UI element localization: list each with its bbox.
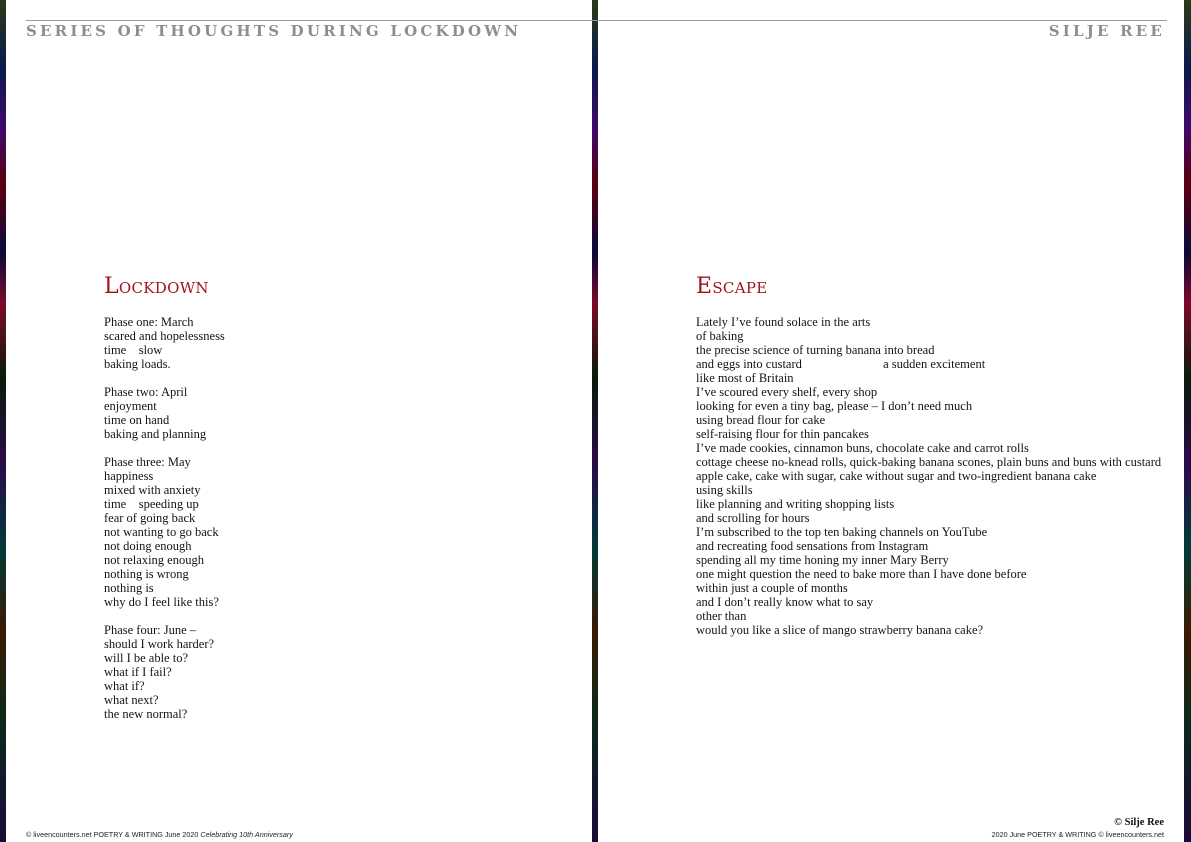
poem-line: self-raising flour for thin pancakes: [696, 427, 869, 441]
stanza: [104, 623, 584, 721]
poem-line: happiness: [104, 469, 154, 483]
poem-line: not wanting to go back: [104, 525, 219, 539]
stanza: [104, 385, 584, 441]
poem-line: would you like a slice of mango strawberry banana cake?: [696, 623, 984, 637]
poem-line: baking loads.: [104, 357, 171, 371]
poem-line: not doing enough: [104, 539, 192, 553]
poem-line: and eggs into custard a sudden excitement: [696, 357, 986, 371]
poem-line: Lately I’ve found solace in the arts: [696, 315, 871, 329]
poem-line: Phase two: April: [104, 385, 188, 399]
stanza: [104, 315, 584, 371]
copyright-author: © Silje Ree: [1114, 817, 1164, 828]
poem-line: and recreating food sensations from Instagram: [696, 539, 929, 553]
footer-left-anniversary: Celebrating 10th Anniversary: [200, 830, 293, 839]
poem-line: I’m subscribed to the top ten baking channels on YouTube: [696, 525, 988, 539]
poem-line: the new normal?: [104, 707, 188, 721]
poem-line: and scrolling for hours: [696, 511, 810, 525]
poem-line: enjoyment: [104, 399, 157, 413]
poem-line: nothing is: [104, 581, 154, 595]
poem-body-escape: [696, 315, 1166, 637]
poem-line: time slow: [104, 343, 163, 357]
poem-line: apple cake, cake with sugar, cake without sugar and two-ingredient banana cake: [696, 469, 1097, 483]
poem-line: mixed with anxiety: [104, 483, 201, 497]
poem-line: why do I feel like this?: [104, 595, 219, 609]
stanza: [104, 455, 584, 609]
poem-line: what if I fail?: [104, 665, 172, 679]
running-head-author: SILJE REE: [1048, 22, 1165, 40]
poem-line: time speeding up: [104, 497, 199, 511]
poem-lockdown: [104, 273, 584, 735]
poem-line: and I don’t really know what to say: [696, 595, 874, 609]
poem-line: within just a couple of months: [696, 581, 848, 595]
poem-line: scared and hopelessness: [104, 329, 225, 343]
poem-line: other than: [696, 609, 747, 623]
poem-line: Phase three: May: [104, 455, 191, 469]
poem-line: fear of going back: [104, 511, 196, 525]
poem-line: I’ve made cookies, cinnamon buns, chocolate cake and carrot rolls: [696, 441, 1029, 455]
poem-line: will I be able to?: [104, 651, 188, 665]
poem-line: what if?: [104, 679, 145, 693]
poem-line: cottage cheese no-knead rolls, quick-baking banana scones, plain buns and buns with custard: [696, 455, 1162, 469]
footer-left: [26, 830, 293, 839]
poem-line: nothing is wrong: [104, 567, 189, 581]
poem-line: like most of Britain: [696, 371, 794, 385]
poem-title-escape: Escape: [696, 274, 768, 299]
poem-line: I’ve scoured every shelf, every shop: [696, 385, 878, 399]
poem-line: like planning and writing shopping lists: [696, 497, 895, 511]
footer-right: 2020 June POETRY & WRITING © liveencounters.net: [991, 830, 1164, 839]
poem-line: using skills: [696, 483, 753, 497]
footer-left-text: © liveencounters.net POETRY & WRITING June 2020: [26, 830, 201, 839]
poem-line: not relaxing enough: [104, 553, 204, 567]
poem-line: time on hand: [104, 413, 170, 427]
poem-escape: [696, 273, 1166, 637]
poem-line: Phase one: March: [104, 315, 194, 329]
poem-title-lockdown: Lockdown: [104, 274, 209, 299]
poem-line: of baking: [696, 329, 744, 343]
poem-line: using bread flour for cake: [696, 413, 826, 427]
poem-line: looking for even a tiny bag, please – I don’t need much: [696, 399, 973, 413]
poem-line: Phase four: June –: [104, 623, 196, 637]
poem-body-lockdown: [104, 315, 584, 721]
poem-line: one might question the need to bake more than I have done before: [696, 567, 1027, 581]
poem-line: baking and planning: [104, 427, 207, 441]
header-rule: [26, 20, 1167, 21]
poem-line: the precise science of turning banana into bread: [696, 343, 935, 357]
running-head-series-title: SERIES OF THOUGHTS DURING LOCKDOWN: [26, 22, 522, 40]
poem-line: spending all my time honing my inner Mary Berry: [696, 553, 949, 567]
poem-line: should I work harder?: [104, 637, 215, 651]
poem-line: what next?: [104, 693, 159, 707]
